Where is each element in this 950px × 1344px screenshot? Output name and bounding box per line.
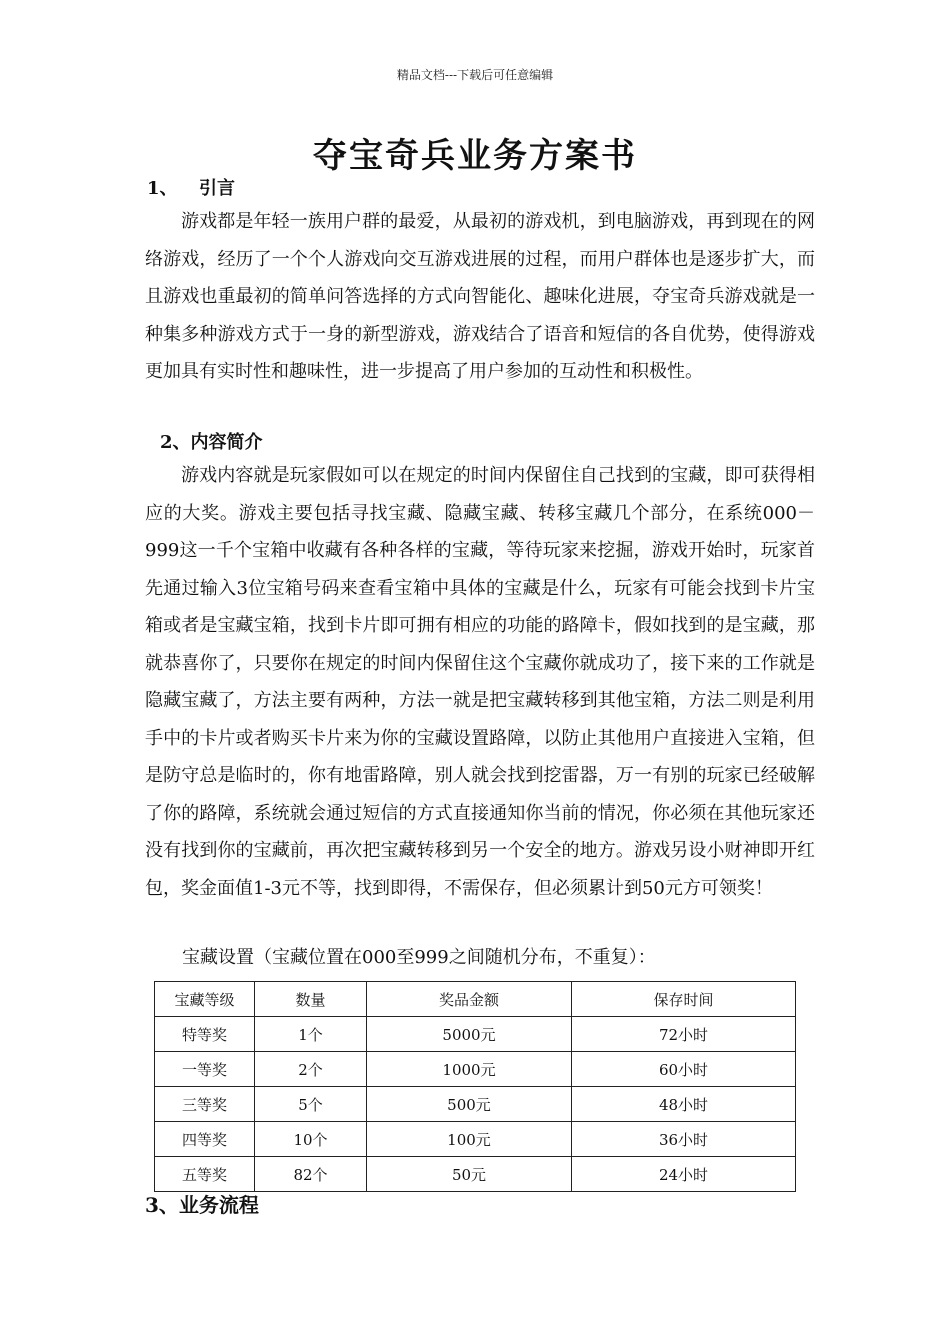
table-row	[155, 1052, 796, 1087]
document-title: 夺宝奇兵业务方案书	[313, 136, 637, 176]
table-row	[155, 1017, 796, 1052]
cell-duration: 24小时	[572, 1157, 796, 1192]
table-row	[155, 1157, 796, 1192]
cell-amount: 500元	[367, 1087, 572, 1122]
cell-amount: 1000元	[367, 1052, 572, 1087]
header-cell-amount: 奖品金额	[367, 982, 572, 1017]
cell-amount: 50元	[367, 1157, 572, 1192]
prize-table	[154, 981, 796, 1192]
cell-level: 一等奖	[155, 1052, 255, 1087]
section-1-paragraph: 游戏都是年轻一族用户群的最爱，从最初的游戏机，到电脑游戏，再到现在的网络游戏，经历了一个个人游戏向交互游戏进展的过程，而用户群体也是逐步扩大，而且游戏也重最初的简单问答选择的方式向智能化、趣味化进展，夺宝奇兵游戏就是一种集多种游戏方式于一身的新型游戏，游戏结合了语音和短信的各自优势，使得游戏更加具有实时性和趣味性，进一步提高了用户参加的互动性和积极性。	[145, 211, 815, 382]
cell-amount: 100元	[367, 1122, 572, 1157]
cell-amount: 5000元	[367, 1017, 572, 1052]
cell-level: 三等奖	[155, 1087, 255, 1122]
section-1-number: 1、	[147, 178, 178, 199]
cell-level: 四等奖	[155, 1122, 255, 1157]
section-2-heading: 2、内容简介	[160, 432, 263, 453]
header-cell-quantity: 数量	[255, 982, 367, 1017]
cell-quantity: 5个	[255, 1087, 367, 1122]
table-header-row	[155, 982, 796, 1017]
cell-quantity: 82个	[255, 1157, 367, 1192]
cell-duration: 48小时	[572, 1087, 796, 1122]
section-1-heading	[147, 176, 235, 202]
page-header-note: 精品文档---下载后可任意编辑	[396, 68, 554, 82]
section-1-title: 引言	[199, 178, 235, 199]
header-cell-duration: 保存时间	[572, 982, 796, 1017]
cell-duration: 60小时	[572, 1052, 796, 1087]
section-3-heading: 3、业务流程	[145, 1193, 259, 1217]
cell-quantity: 10个	[255, 1122, 367, 1157]
table-row	[155, 1122, 796, 1157]
cell-level: 特等奖	[155, 1017, 255, 1052]
header-cell-level: 宝藏等级	[155, 982, 255, 1017]
table-caption: 宝藏设置（宝藏位置在000至999之间随机分布，不重复）：	[182, 947, 656, 968]
table-row	[155, 1087, 796, 1122]
cell-level: 五等奖	[155, 1157, 255, 1192]
section-2-paragraph: 游戏内容就是玩家假如可以在规定的时间内保留住自己找到的宝藏，即可获得相应的大奖。游戏主要包括寻找宝藏、隐藏宝藏、转移宝藏几个部分，在系统000－999这一千个宝箱中收藏有各种各样的宝藏，等待玩家来挖掘，游戏开始时，玩家首先通过输入3位宝箱号码来查看宝箱中具体的宝藏是什么，玩家有可能会找到卡片宝箱或者是宝藏宝箱，找到卡片即可拥有相应的功能的路障卡，假如找到的是宝藏，那就恭喜你了，只要你在规定的时间内保留住这个宝藏你就成功了，接下来的工作就是隐藏宝藏了，方法主要有两种，方法一就是把宝藏转移到其他宝箱，方法二则是利用手中的卡片或者购买卡片来为你的宝藏设置路障，以防止其他用户直接进入宝箱，但是防守总是临时的，你有地雷路障，别人就会找到挖雷器，万一有别的玩家已经破解了你的路障，系统就会通过短信的方式直接通知你当前的情况，你必须在其他玩家还没有找到你的宝藏前，再次把宝藏转移到另一个安全的地方。游戏另设小财神即开红包，奖金面值1-3元不等，找到即得，不需保存，但必须累计到50元方可领奖！	[145, 465, 815, 899]
cell-quantity: 1个	[255, 1017, 367, 1052]
cell-duration: 36小时	[572, 1122, 796, 1157]
cell-duration: 72小时	[572, 1017, 796, 1052]
cell-quantity: 2个	[255, 1052, 367, 1087]
